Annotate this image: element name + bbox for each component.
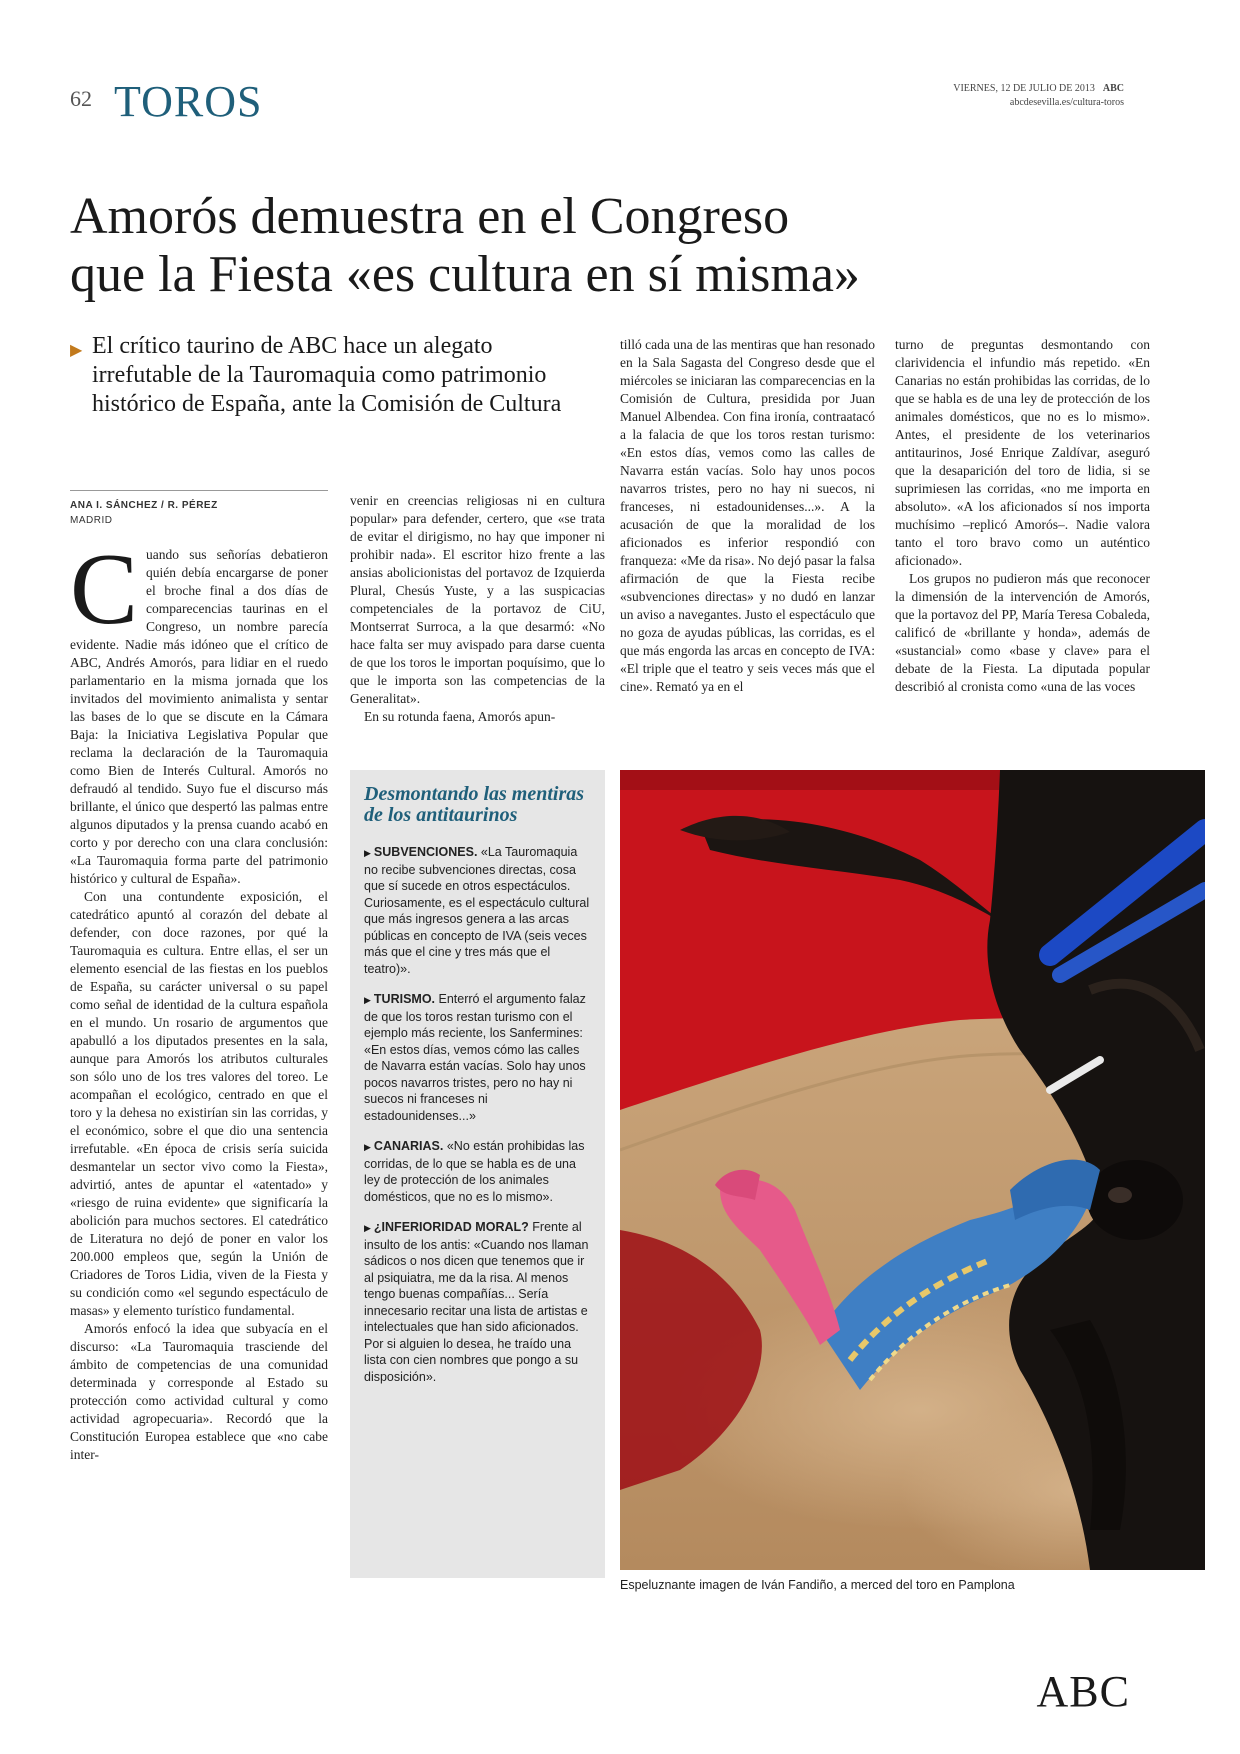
article-paragraph: Los grupos no pudieron más que reconocer la dimensión de la intervención de Amorós, que la portavoz del PP, María Teresa Cobaleda, calificó de «brillante y honda», además de «sustancial» como «base y clave» para el debate de la Fiesta. La diputada popular describió al cronista como «una de las voces	[895, 571, 1150, 694]
bullfight-illustration	[620, 770, 1205, 1570]
sidebar-item	[364, 844, 591, 977]
headline	[70, 188, 1180, 304]
page-number: 62	[70, 86, 92, 111]
byline: ANA I. SÁNCHEZ / R. PÉREZ	[70, 500, 218, 511]
sidebar-item	[364, 991, 591, 1124]
section-url: abcdesevilla.es/cultura-toros	[1009, 97, 1124, 108]
article-column-2	[350, 492, 605, 750]
bull-nose	[1087, 1160, 1183, 1240]
sidebar-text: «La Tauromaquia no recibe subvenciones directas, cosa que sí sucede en otros espectáculos. Curiosamente, es el espectáculo cultural que más ingresos genera a las arcas públicas en concepto de IVA (seis veces más que el cine y tres más que el teatro)».	[364, 845, 590, 976]
footer-logo: ABC	[1036, 1667, 1130, 1716]
subhead-text: El crítico taurino de ABC hace un alegato irrefutable de la Tauromaquia como patrimonio histórico de España, ante la Comisión de Cultura	[92, 333, 562, 417]
triangle-right-icon: ▶	[364, 1223, 371, 1233]
triangle-right-icon: ▶	[364, 995, 371, 1005]
sidebar-text: Frente al insulto de los antis: «Cuando nos llaman sádicos o nos dicen que tenemos que ir al psiquiatra, me da la risa. Al menos tengo buenas compañías... Sería innecesario recitar una lista de artistas e intelectuales que han sido aficionados. Por si alguien lo desea, he traído una lista con cien nombres que pongo a su disposición».	[364, 1220, 589, 1384]
article-paragraph: turno de preguntas desmontando con clarividencia el infundio más repetido. «En Canarias no están prohibidas las corridas, de lo que se habla es de una ley de protección de los animales domésticos, que no es lo mismo». Antes, el presidente de los veterinarios antitaurinos, José Enrique Zaldívar, aseguró que la desaparición del toro de lidia, si se suprimiesen las corridas, «no me importa en absoluto». «A los aficionados sí nos importa muchísimo –replicó Amorós–. Nadie valora tanto el toro bravo como un auténtico aficionado».	[895, 337, 1150, 568]
article-paragraph	[70, 546, 328, 888]
section-title: TOROS	[114, 77, 263, 126]
sidebar-item	[364, 1138, 591, 1205]
sidebar-text: Enterró el argumento falaz de que los toros restan turismo con el ejemplo más reciente, los Sanfermines: «En estos días, vemos cómo las calles de Navarra están vacías. Solo hay unos pocos navarros tristes, pero no hay ni suecos ni franceses ni estadounidenses...»	[364, 992, 586, 1123]
brand: ABC	[1102, 83, 1124, 94]
bullfight-photo	[620, 770, 1205, 1570]
subhead	[70, 332, 590, 419]
triangle-right-icon: ▶	[364, 848, 371, 858]
paragraph-text: uando sus señorías debatieron quién debía encargarse de poner el broche final a dos días de comparecencias taurinas en el Congreso, un nombre parecía evidente. Nadie más idóneo que el crítico de ABC, Andrés Amorós, para lidiar en el ruedo parlamentario en la misma jornada que los invitados del movimiento animalista y sentar las bases de lo que se discute en la Cámara Baja: la Iniciativa Legislativa Popular que reclama la declaración de la Tauromaquia como Bien de Interés Cultural. Amorós no defraudó al tendido. Suyo fue el discurso más brillante, el único que despertó las palmas entre algunos diputados y la prensa cuando acabó en corto y por derecho con una clara conclusión: «La Tauromaquia forma parte del patrimonio histórico y cultural de España».	[70, 547, 328, 886]
sidebar-box	[350, 770, 605, 1578]
triangle-right-icon: ▶	[364, 1142, 371, 1152]
date: VIERNES, 12 DE JULIO DE 2013	[953, 83, 1095, 94]
sidebar-item	[364, 1219, 591, 1385]
photo-caption: Espeluznante imagen de Iván Fandiño, a merced del toro en Pamplona	[620, 1578, 1015, 1592]
article-column-1	[70, 546, 328, 1571]
article-column-3	[620, 336, 875, 750]
sidebar-keyword: SUBVENCIONES.	[373, 845, 478, 859]
article-paragraph: En su rotunda faena, Amorós apun-	[364, 709, 556, 724]
sidebar-keyword: CANARIAS.	[373, 1139, 444, 1153]
sidebar-text: «No están prohibidas las corridas, de lo que se habla es de una ley de protección de los animales domésticos, que no es lo mismo».	[364, 1139, 585, 1204]
dropcap: C	[70, 546, 139, 646]
article-paragraph: Con una contundente exposición, el catedrático apuntó al corazón del debate al defender, con doce razones, por qué la Tauromaquia es cultura. Entre ellas, el ser un elemento esencial de las fiestas en los pueblos de España, su carácter universal o su papel como señal de identidad de la cultura española en el mundo. Un rosario de argumentos que apabulló a los diputados presentes en la sala, aunque para Amorós los atributos culturales son sólo uno de los tres valores del toreo. Le acompañan el ecológico, centrado en que el toro y la dehesa no existirían sin las corridas, y el económico, sobre el que dio una sentencia irrefutable. «En época de crisis sería suicida desmantelar un sector vivo como la Fiesta», advirtió, antes de apuntar el «atentado» y «riesgo de ruina evidente» que significaría la abolición para muchos sectores. El catedrático de Literatura no dejó de poner en valor los 200.000 empleos que, según la Unión de Criadores de Toros Lidia, viven de la Fiesta y su condición como «el segundo espectáculo de masas» y elemento turístico fundamental.	[70, 889, 328, 1318]
sidebar-title: Desmontando las mentiras de los antitaurinos	[364, 783, 585, 826]
article-column-4	[895, 336, 1150, 750]
bull-nostril	[1108, 1187, 1132, 1203]
article-paragraph: Amorós enfocó la idea que subyacía en el discurso: «La Tauromaquia trasciende del ámbito de competencias de una comunidad determinada y corresponde al Estado su protección como actividad cultural y como actividad agropecuaria». Recordó que la Constitución Europea establece que «no cabe inter-	[70, 1321, 328, 1462]
article-paragraph: venir en creencias religiosas ni en cultura popular» para defender, certero, que «se trata de evitar el dirigismo, no hay que imponer ni prohibir nada». El escritor hizo frente a las ansias abolicionistas del portavoz de Izquierda Plural, Chesús Yuste, y a las suspicacias competenciales de la portavoz de CiU, Montserrat Surroca, a la que desarmó: «No hace falta ser muy avispado para darse cuenta de que los toros le importan poquísimo, que lo que le importa son las competencias de la Generalitat».	[350, 493, 605, 706]
headline-line-1: Amorós demuestra en el Congreso	[70, 188, 790, 245]
sidebar-keyword: TURISMO.	[373, 992, 436, 1006]
byline-rule	[70, 490, 328, 491]
headline-line-2: que la Fiesta «es cultura en sí misma»	[70, 246, 860, 303]
dateline	[953, 82, 1124, 110]
triangle-right-icon: ▶	[70, 342, 83, 359]
place: MADRID	[70, 515, 113, 526]
article-paragraph: tilló cada una de las mentiras que han resonado en la Sala Sagasta del Congreso desde que el miércoles se iniciaran las comparecencias en la Comisión de Cultura, presidida por Juan Manuel Albendea. Con fina ironía, contraatacó a la falacia de que los toros restan turismo: «En estos días, vemos como las calles de Navarra están vacías. Solo hay unos pocos navarros tristes, pero no hay ni suecos, ni franceses, ni estadounidenses...». A la acusación de que la moralidad de los aficionados es inferior respondió con franqueza: «Me da risa». No dejó pasar la falsa afirmación de que la Fiesta recibe «subvenciones directas» y no dudó en lanzar un aviso a navegantes. Justo el espectáculo que no goza de ayudas públicas, las corridas, es el que más engorda las arcas en concepto de IVA: «El triple que el teatro y seis veces más que el cine». Remató ya en el	[620, 337, 875, 694]
sidebar-keyword: ¿INFERIORIDAD MORAL?	[373, 1220, 529, 1234]
